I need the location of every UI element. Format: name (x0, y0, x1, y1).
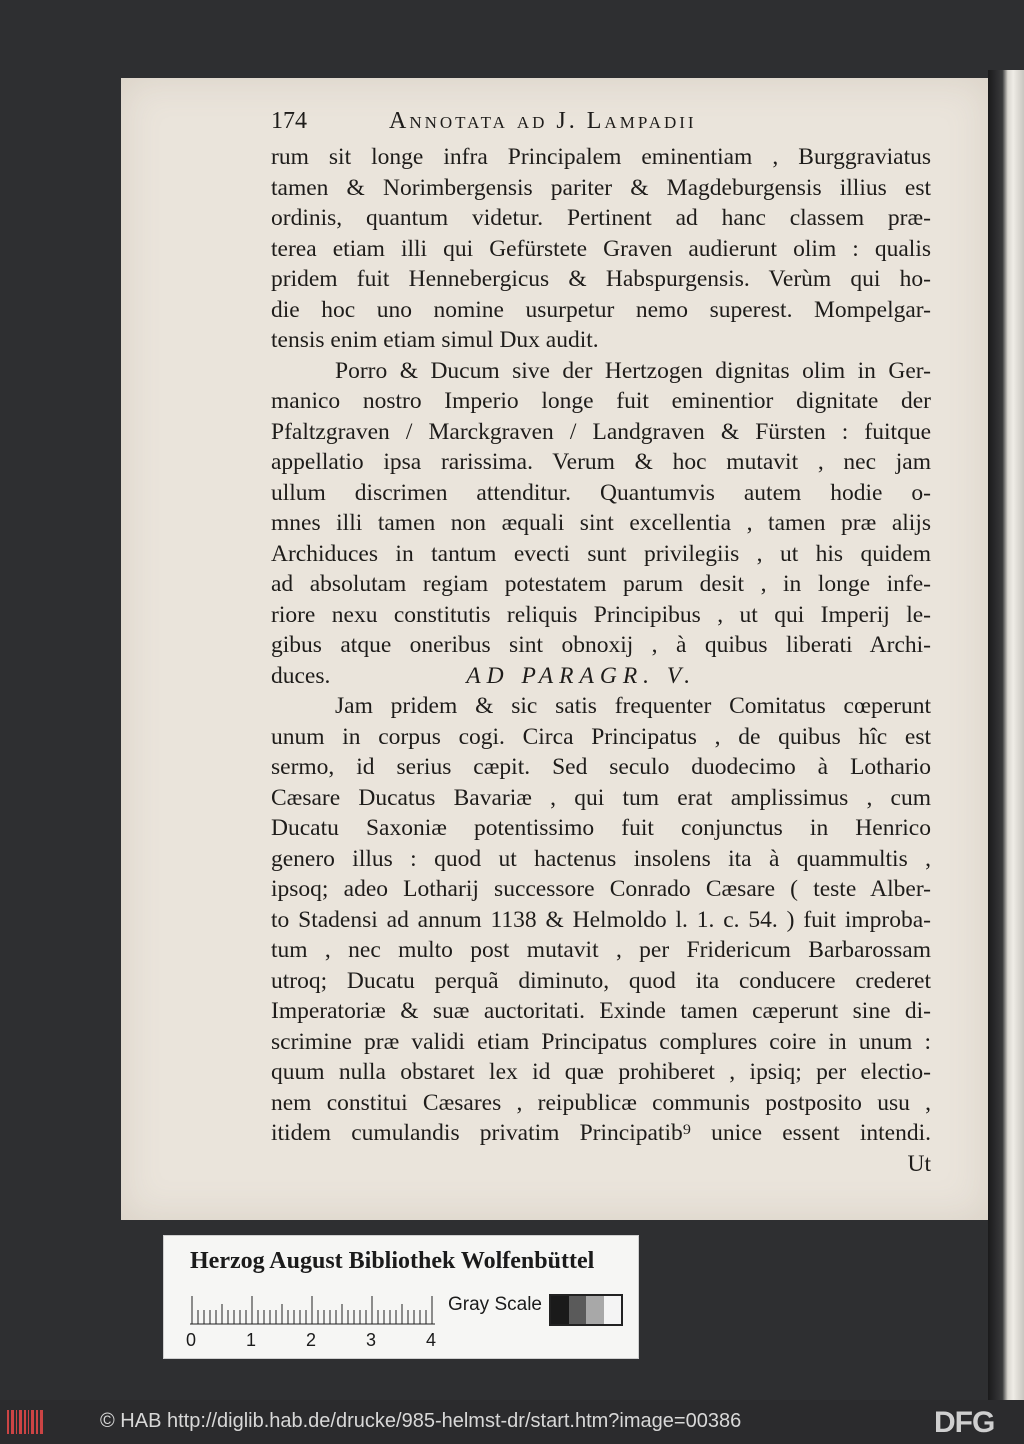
text-line: tamen & Norimbergensis pariter & Magdeburgensis illius est (271, 174, 931, 201)
ruler-scale (190, 1294, 435, 1330)
next-page-edge (988, 70, 1024, 1400)
text-line: mnes illi tamen non æquali sint excellentia , tamen præ alijs (271, 510, 931, 536)
text-line: pridem fuit Hennebergicus & Habspurgensis. Verùm qui ho- (271, 266, 931, 292)
gray-scale-patches (549, 1294, 623, 1326)
footer-copyright: © HAB http://diglib.hab.de/drucke/985-helmst-dr/start.htm?image=00386 (100, 1410, 742, 1432)
page-text (271, 108, 931, 1179)
text-line: ordinis, quantum videtur. Pertinent ad hanc classem præ- (271, 205, 931, 231)
gray-scale-label: Gray Scale (448, 1294, 542, 1315)
text-line: Imperatoriæ & suæ auctoritati. Exinde tamen cæperunt sine di- (271, 998, 931, 1024)
page-number: 174 (271, 108, 307, 134)
text-line: terea etiam illi qui Gefürstete Graven audierunt olim : qualis (271, 235, 931, 262)
text-line: unum in corpus cogi. Circa Principatus , de quibus hîc est (271, 723, 931, 750)
ruler-number: 1 (246, 1330, 257, 1350)
text-line: manico nostro Imperio longe fuit eminentior dignitate der (271, 388, 931, 414)
text-line-with-heading (271, 661, 931, 692)
library-color-card (163, 1235, 639, 1359)
ruler-number: 0 (186, 1330, 197, 1350)
text-line: tensis enim etiam simul Dux audit. (271, 327, 599, 353)
catchword: Ut (907, 1150, 931, 1177)
section-heading: AD PARAGR. V. (466, 662, 697, 689)
text-line: ullum discrimen attenditur. Quantumvis autem hodie o- (271, 479, 931, 506)
text-line: Ducatu Saxoniæ potentissimo fuit conjunctus in Henrico (271, 815, 931, 841)
text-line: quum nulla obstaret lex id quæ prohiberet , ipsiq; per electio- (271, 1059, 931, 1085)
hab-barcode-logo-icon (6, 1408, 46, 1436)
ruler-number: 4 (426, 1330, 437, 1350)
text-line: Jam pridem & sic satis frequenter Comitatus cœperunt (335, 693, 931, 719)
text-line: ad absolutam regiam potestatem parum desit , in longe infe- (271, 571, 931, 597)
text-line: Pfaltzgraven / Marckgraven / Landgraven & Fürsten : fuitque (271, 418, 931, 445)
gray-patch (604, 1296, 622, 1324)
paragraph-3 (271, 691, 931, 1179)
text-line: die hoc uno nomine usurpetur nemo superest. Mompelgar- (271, 296, 931, 323)
text-line: itidem cumulandis privatim Principatib⁹ unice essent intendi. (271, 1120, 931, 1146)
dfg-logo: DFG (934, 1406, 995, 1439)
page-header (271, 108, 931, 140)
ruler-number: 2 (306, 1330, 317, 1350)
text-line: appellatio ipsa rarissima. Verum & hoc mutavit , nec jam (271, 449, 931, 475)
ruler-number: 3 (366, 1330, 377, 1350)
text-line: gibus atque oneribus sint obnoxij , à quibus liberati Archi- (271, 632, 931, 658)
running-head: Annotata ad J. Lampadii (389, 108, 697, 134)
text-line-end: duces. (271, 662, 331, 689)
text-line: Porro & Ducum sive der Hertzogen dignitas olim in Ger- (335, 357, 931, 384)
text-line: nem constitui Cæsares , reipublicæ communis postposito usu , (271, 1089, 931, 1116)
text-line: to Stadensi ad annum 1138 & Helmoldo l. 1. c. 54. ) fuit improba- (271, 906, 931, 933)
library-name: Herzog August Bibliothek Wolfenbüttel (190, 1248, 595, 1274)
text-line: scrimine præ validi etiam Principatus complures coire in unum : (271, 1028, 931, 1055)
book-page (121, 78, 988, 1220)
text-line: tum , nec multo post mutavit , per Fridericum Barbarossam (271, 937, 931, 963)
text-line: riore nexu constitutis reliquis Principibus , ut qui Imperij le- (271, 601, 931, 628)
footer-bar (0, 1400, 1024, 1444)
text-line: rum sit longe infra Principalem eminentiam , Burggraviatus (271, 144, 931, 170)
text-line: Cæsare Ducatus Bavariæ , qui tum erat amplissimus , cum (271, 784, 931, 811)
text-line: Archiduces in tantum evecti sunt privilegiis , ut his quidem (271, 540, 931, 567)
text-line: sermo, id serius cæpit. Sed seculo duodecimo à Lothario (271, 754, 931, 780)
paragraph-1 (271, 142, 931, 356)
gray-patch (551, 1296, 569, 1324)
text-line: genero illus : quod ut hactenus insolens ita à quammultis , (271, 845, 931, 872)
paragraph-2 (271, 356, 931, 692)
text-line: ipsoq; adeo Lotharij successore Conrado Cæsare ( teste Alber- (271, 876, 931, 902)
gray-patch (569, 1296, 587, 1324)
gray-patch (586, 1296, 604, 1324)
text-line: utroq; Ducatu perquã diminuto, quod ita conducere crederet (271, 967, 931, 994)
